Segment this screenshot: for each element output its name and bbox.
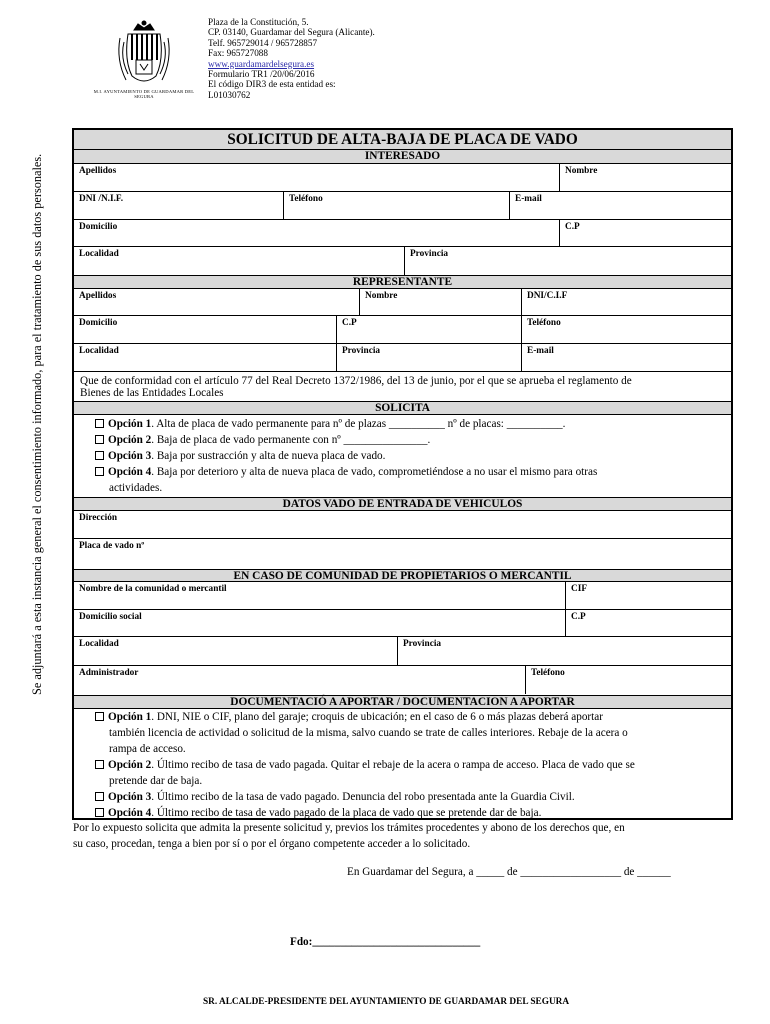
label-rep-telefono: Teléfono [527,318,561,328]
representante-email-field[interactable] [521,344,731,371]
closing-line-1: Por lo expuesto solicita que admita la presente solicitud y, previos los trámites procedentes y abono de los derechos que, en [73,822,625,834]
solicita-option-4-label: Opción 4 [108,466,152,478]
representante-nombre-field[interactable] [359,289,521,315]
label-placa: Placa de vado nº [79,541,145,551]
doc-option-1-line-2: también licencia de actividad o solicitud de la misma, salvo cuando se trate de calles interiores. Rebaje de la acera o [109,727,628,739]
comunidad-row-1 [74,582,731,610]
label-cif: CIF [571,584,588,594]
checkbox-icon[interactable] [95,419,104,428]
checkbox-icon[interactable] [95,808,104,817]
representante-row-1 [74,289,731,316]
doc-option-2-line-2: pretende dar de baja. [109,775,203,787]
solicita-option-4[interactable] [95,466,597,478]
doc-option-3-line-1: . Último recibo de la tasa de vado pagado. Denuncia del robo presentada ante la Guardia Civil. [151,791,575,803]
label-comunidad-localidad: Localidad [79,639,119,649]
label-rep-dni: DNI/C.I.F [527,291,568,301]
representante-row-2 [74,316,731,344]
solicita-option-1-text: . Alta de placa de vado permanente para nº de plazas __________ nº de placas: __________. [151,418,566,430]
doc-option-4[interactable] [95,807,541,819]
doc-option-4-label: Opción 4 [108,807,152,819]
label-comunidad-nombre: Nombre de la comunidad o mercantil [79,584,227,594]
doc-option-3[interactable] [95,791,575,803]
solicita-option-2[interactable] [95,434,430,446]
representante-dni-field[interactable] [521,289,731,315]
label-rep-apellidos: Apellidos [79,291,117,301]
representante-row-3 [74,344,731,372]
label-administrador: Administrador [79,668,139,678]
label-domicilio-social: Domicilio social [79,612,142,622]
representante-apellidos-field[interactable] [74,289,359,315]
comunidad-localidad-field[interactable] [74,637,397,665]
solicita-option-3-label: Opción 3 [108,450,152,462]
label-comunidad-cp: C.P [571,612,586,622]
label-rep-provincia: Provincia [342,346,381,356]
comunidad-nombre-field[interactable] [74,582,565,609]
interesado-row-4 [74,247,731,275]
website-link[interactable]: www.guardamardelsegura.es [208,58,315,69]
interesado-provincia-field[interactable] [404,247,731,275]
label-rep-domicilio: Domicilio [79,318,118,328]
header-fax: Fax: 965727088 [208,48,268,59]
representante-localidad-field[interactable] [74,344,336,371]
header-dir3-code: L01030762 [208,89,251,100]
doc-option-2-label: Opción 2 [108,759,152,771]
section-representante: REPRESENTANTE [74,275,731,289]
date-line[interactable]: En Guardamar del Segura, a _____ de __________________ de ______ [347,866,671,878]
signature-line[interactable]: Fdo:______________________________ [290,936,481,948]
solicita-option-2-label: Opción 2 [108,434,152,446]
doc-option-1[interactable] [95,711,603,723]
label-provincia: Provincia [410,249,449,259]
representante-domicilio-field[interactable] [74,316,336,343]
side-consent-note: Se adjuntará a esta instancia general el consentimiento informado, para el tratamiento de sus datos personales. [30,153,44,695]
section-documentacion: DOCUMENTACIÓ A APORTAR / DOCUMENTACION A APORTAR [74,695,731,709]
solicita-option-4-text: . Baja por deterioro y alta de nueva placa de vado, comprometiéndose a no usar el mismo para otras [151,466,598,478]
comunidad-row-3 [74,637,731,666]
conformidad-text [74,374,731,402]
solicita-option-2-text: . Baja de placa de vado permanente con nº _______________. [151,434,431,446]
checkbox-icon[interactable] [95,451,104,460]
section-solicita: SOLICITA [74,401,731,415]
representante-cp-field[interactable] [336,316,521,343]
comunidad-administrador-field[interactable] [74,666,525,694]
interesado-apellidos-field[interactable] [74,164,559,191]
interesado-email-field[interactable] [509,192,731,219]
label-rep-nombre: Nombre [365,291,398,301]
doc-option-1-line-1: . DNI, NIE o CIF, plano del garaje; croquis de ubicación; en el caso de 6 o más plazas deberá aportar [151,711,603,723]
logo-caption: M.I. AYUNTAMIENTO DE GUARDAMAR DEL SEGURA [93,89,195,99]
doc-option-2[interactable] [95,759,635,771]
doc-option-3-label: Opción 3 [108,791,152,803]
vado-direccion-field[interactable] [74,511,731,538]
checkbox-icon[interactable] [95,760,104,769]
doc-option-4-line-1: . Último recibo de tasa de vado pagado de la placa de vado que se pretende dar de baja. [151,807,542,819]
header-contact-info [208,17,508,100]
solicita-option-1-label: Opción 1 [108,418,152,430]
interesado-row-1 [74,164,731,192]
comunidad-provincia-field[interactable] [397,637,731,665]
interesado-nombre-field[interactable] [559,164,731,191]
label-nombre: Nombre [565,166,598,176]
doc-option-1-line-3: rampa de acceso. [109,743,186,755]
label-comunidad-provincia: Provincia [403,639,442,649]
label-cp: C.P [565,222,580,232]
vado-placa-field[interactable] [74,539,731,567]
interesado-telefono-field[interactable] [283,192,509,219]
conformidad-line-2: Bienes de las Entidades Locales [80,387,224,400]
application-form [72,128,733,820]
checkbox-icon[interactable] [95,792,104,801]
closing-line-2: su caso, procedan, tenga a bien por sí o por el órgano competente acceder a lo solicitado. [73,838,471,850]
header-postal: CP. 03140, Guardamar del Segura (Alicante). [208,27,375,38]
label-rep-localidad: Localidad [79,346,119,356]
label-rep-cp: C.P [342,318,357,328]
solicita-option-3[interactable] [95,450,385,462]
comunidad-row-2 [74,610,731,637]
checkbox-icon[interactable] [95,467,104,476]
label-dni: DNI /N.I.F. [79,194,124,204]
comunidad-cp-field[interactable] [565,610,731,636]
section-interesado: INTERESADO [74,150,731,164]
vado-row-1 [74,511,731,539]
addressee: SR. ALCALDE-PRESIDENTE DEL AYUNTAMIENTO DE GUARDAMAR DEL SEGURA [203,997,570,1007]
label-apellidos: Apellidos [79,166,117,176]
conformidad-line-1: Que de conformidad con el artículo 77 del Real Decreto 1372/1986, del 13 de junio, por el que se aprueba el reglamento de [80,375,632,387]
comunidad-domicilio-field[interactable] [74,610,565,636]
representante-provincia-field[interactable] [336,344,521,371]
interesado-domicilio-field[interactable] [74,220,559,246]
solicita-option-1[interactable] [95,418,565,430]
form-title: SOLICITUD DE ALTA-BAJA DE PLACA DE VADO [74,130,731,150]
header-dir3-label: El código DIR3 de esta entidad es: [208,79,336,90]
interesado-cp-field[interactable] [559,220,731,246]
header-address: Plaza de la Constitución, 5. [208,17,309,27]
solicita-option-3-text: . Baja por sustracción y alta de nueva placa de vado. [151,450,386,462]
checkbox-icon[interactable] [95,712,104,721]
label-direccion: Dirección [79,513,118,523]
label-email: E-mail [515,194,542,204]
interesado-row-3 [74,220,731,247]
header-phone: Telf. 965729014 / 965728857 [208,37,318,48]
label-comunidad-telefono: Teléfono [531,668,565,678]
header-form-code: Formulario TR1 /20/06/2016 [208,69,315,80]
interesado-localidad-field[interactable] [74,247,404,275]
vado-row-2 [74,539,731,567]
section-comunidad: EN CASO DE COMUNIDAD DE PROPIETARIOS O MERCANTIL [74,569,731,582]
representante-telefono-field[interactable] [521,316,731,343]
solicita-option-4-cont: actividades. [109,482,163,494]
label-domicilio: Domicilio [79,222,118,232]
label-telefono: Teléfono [289,194,323,204]
label-localidad: Localidad [79,249,119,259]
interesado-row-2 [74,192,731,220]
doc-option-2-line-1: . Último recibo de tasa de vado pagada. Quitar el rebaje de la acera o rampa de acceso. Placa de vado que se [151,759,635,771]
comunidad-row-4 [74,666,731,694]
comunidad-cif-field[interactable] [565,582,731,609]
comunidad-telefono-field[interactable] [525,666,731,694]
checkbox-icon[interactable] [95,435,104,444]
interesado-dni-field[interactable] [74,192,283,219]
section-datos-vado: DATOS VADO DE ENTRADA DE VEHICULOS [74,497,731,511]
label-rep-email: E-mail [527,346,554,356]
doc-option-1-label: Opción 1 [108,711,152,723]
